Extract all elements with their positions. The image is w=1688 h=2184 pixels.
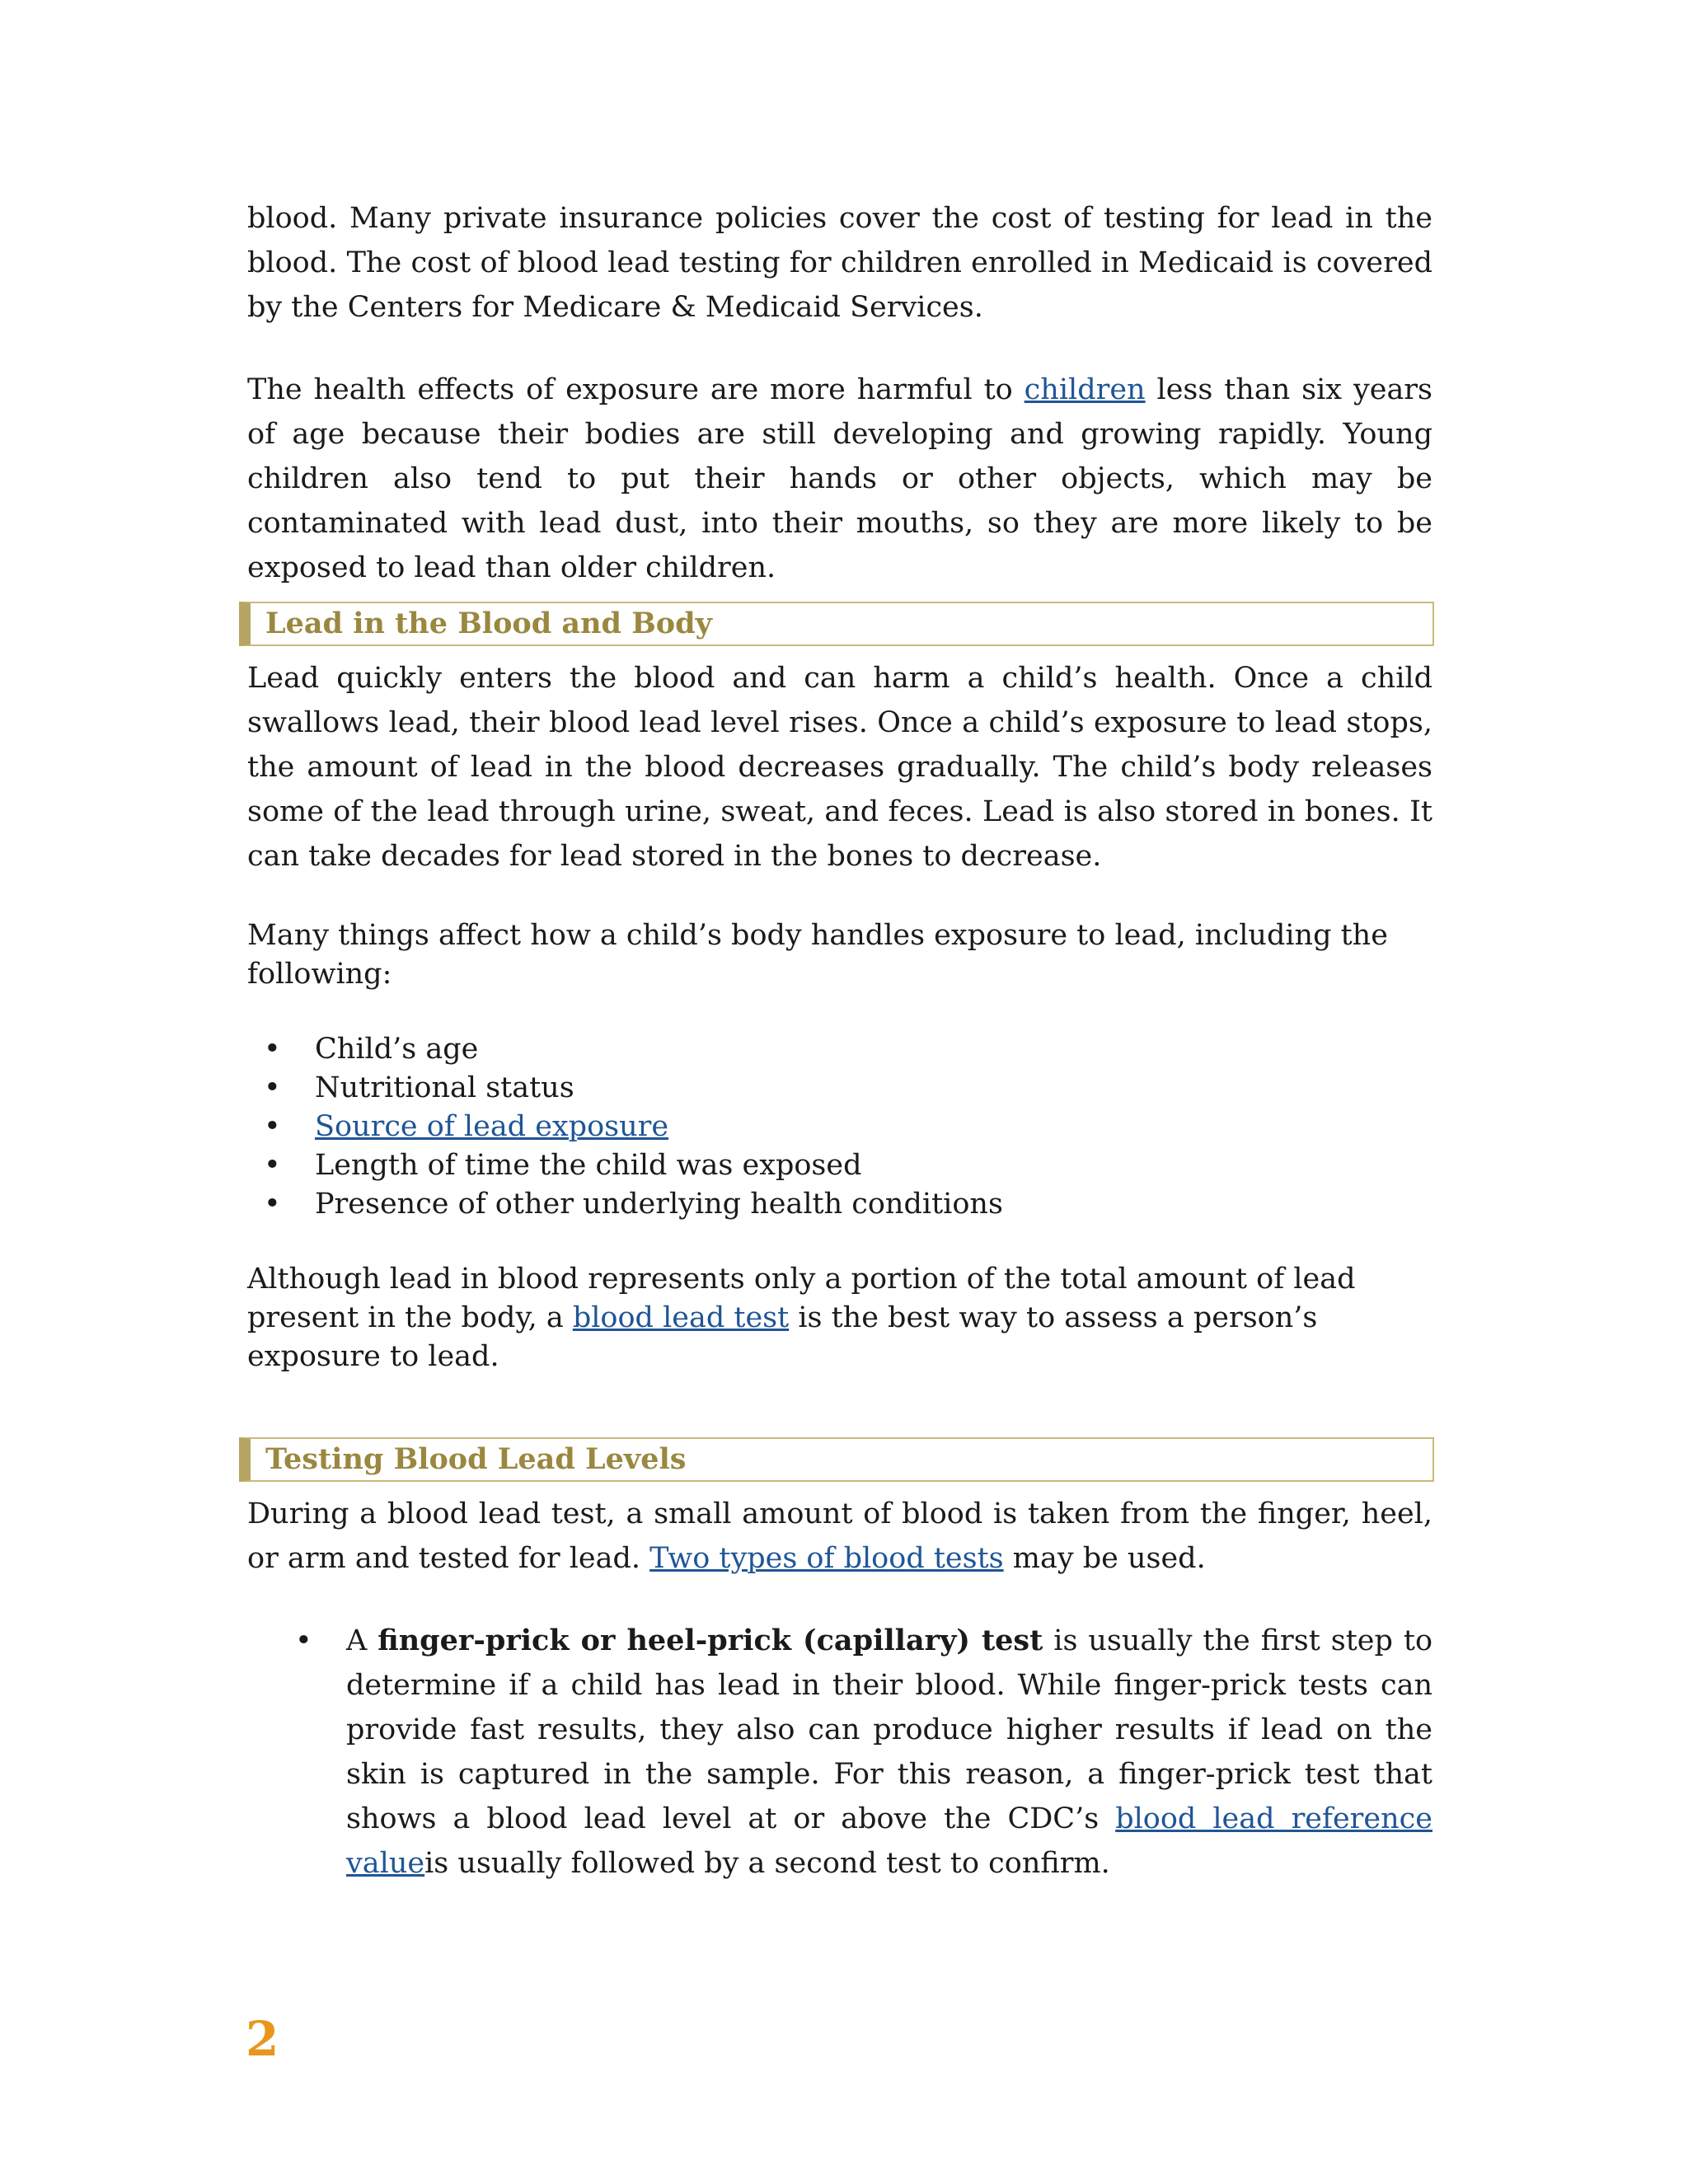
blood-lead-reference-value-link[interactable]: blood lead reference value: [346, 1802, 1432, 1880]
source-of-lead-exposure-link[interactable]: Source of lead exposure: [315, 1110, 669, 1143]
capillary-test-term: finger-prick or heel-prick (capillary) test: [377, 1624, 1043, 1657]
summary-text-start: Although lead in blood represents only a portion of the total amount of lead present in the body, a: [247, 1263, 1356, 1334]
summary-text-end: is the best way to assess a person’s exposure to lead.: [247, 1301, 1318, 1373]
list-item: • Nutritional status: [247, 1069, 1432, 1108]
section-heading-testing-blood-lead-levels: Testing Blood Lead Levels: [239, 1437, 1434, 1482]
bullet-prefix: A: [346, 1624, 378, 1657]
two-types-of-blood-tests-link[interactable]: Two types of blood tests: [649, 1542, 1004, 1575]
blood-lead-test-link[interactable]: blood lead test: [572, 1301, 790, 1334]
intro-paragraph: blood. Many private insurance policies cover the cost of testing for lead in the blood. The cost of blood lead testing for children enrolled in Medicaid is covered by the Centers for Medicare & Medicaid Services.: [247, 202, 1432, 324]
list-item: • Child’s age: [247, 1030, 1432, 1069]
testing-text-start: During a blood lead test, a small amount of blood is taken from the finger, heel, or arm and tested for lead.: [247, 1497, 1432, 1575]
section-heading-lead-in-blood: Lead in the Blood and Body: [239, 602, 1434, 646]
capillary-test-description: is usually the first step to determine if a child has lead in their blood. While finger-prick tests can provide fast results, they also can produce higher results if lead on the skin is captured in the sample. For this reason, a finger-prick test that shows a blood lead level at or above the CDC’s: [346, 1624, 1433, 1835]
summary-paragraph: [247, 1260, 1432, 1376]
list-item: [247, 1108, 1432, 1146]
document-body: [247, 196, 1432, 1886]
testing-text-end: may be used.: [1003, 1542, 1206, 1575]
factors-intro-paragraph: Many things affect how a child’s body handles exposure to lead, including the following:: [247, 919, 1388, 991]
capillary-test-followup: is usually followed by a second test to confirm.: [424, 1847, 1110, 1880]
list-item: [247, 1619, 1432, 1886]
health-effects-text-start: The health effects of exposure are more harmful to: [247, 373, 1025, 406]
page-number: 2: [246, 2011, 279, 2067]
list-item: • Presence of other underlying health conditions: [247, 1185, 1432, 1224]
children-link[interactable]: children: [1024, 373, 1146, 406]
factors-list: [247, 1030, 1432, 1224]
testing-paragraph: [247, 1492, 1432, 1581]
health-effects-paragraph: [247, 368, 1432, 590]
list-item: • Length of time the child was exposed: [247, 1146, 1432, 1185]
health-effects-text-end: less than six years of age because their bodies are still developing and growing rapidly. Young children also tend to put their hands or other objects, which may be contaminated with lead dust, into their mouths, so they are more likely to be exposed to lead than older children.: [247, 373, 1432, 584]
test-types-list: [247, 1619, 1432, 1886]
lead-in-blood-paragraph: Lead quickly enters the blood and can harm a child’s health. Once a child swallows lead, their blood lead level rises. Once a child’s exposure to lead stops, the amount of lead in the blood decreases gradually. The child’s body releases some of the lead through urine, sweat, and feces. Lead is also stored in bones. It can take decades for lead stored in the bones to decrease.: [247, 662, 1432, 873]
